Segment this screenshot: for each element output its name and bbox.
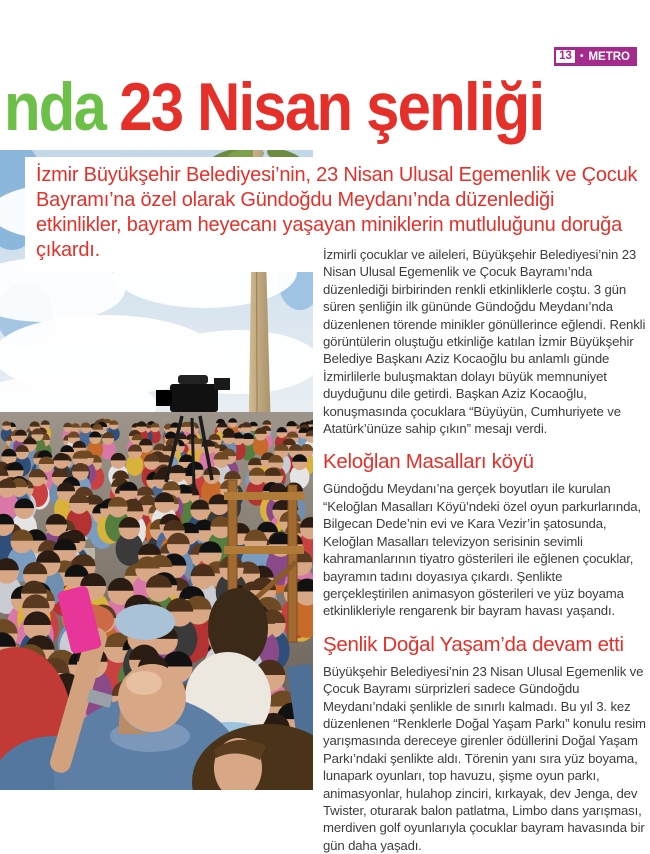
page-brand-badge [554,47,637,66]
badge-separator: • [579,50,584,62]
headline-prefix: nda [4,69,106,145]
section-body-dogal-yasam: Büyükşehir Belediyesi’nin 23 Nisan Ulusal Egemenlik ve Çocuk Bayramı sürprizleri sadece Gündoğdu Meydanı’ndaki şenlikle de sınırlı kalmadı. Bu yıl 3. kez düzenlenen “Renklerle Doğal Yaşam Parkı” konulu resim yarışmasında dereceye girenler ödüllerini Doğal Yaşam Parkı’ndaki şenlikte aldı. Törenin yanı sıra yüz boyama, lunapark oyunları, top havuzu, şişme oyun parkı, animasyonlar, hulahop zinciri, kırkayak, dev Jenga, dev Twister, oturarak balon patlatma, Limbo dans yarışması, merdiven golf oyunlarıyla çocuklar bayram havasında bir gün daha yaşadı. [323,663,646,853]
section-heading-dogal-yasam: Şenlik Doğal Yaşam’da devam etti [323,632,624,656]
headline-main: 23 Nisan şenliği [119,69,544,145]
section-heading-keloglan: Keloğlan Masalları köyü [323,450,534,474]
page-number: 13 [556,50,575,63]
lead-paragraph: İzmir Büyükşehir Belediyesi’nin, 23 Nisan Ulusal Egemenlik ve Çocuk Bayramı’na özel olarak Gündoğdu Meydanı’nda düzenlediği etkinlikler, bayram heyecanı yaşayan miniklerin mutluluğunu doruğa çıkardı. [25,157,650,272]
brand-name: METRO [588,50,630,63]
article-body [323,240,650,854]
section-body-keloglan: Gündoğdu Meydanı’na gerçek boyutları ile kurulan “Keloğlan Masalları Köyü’ndeki özel oyun parkurlarında, Bilgecan Dede’nin evi ve Kara Vezir’in şatosunda, Keloğlan Masalları televizyon serisinin sevimli kahramanlarının tiyatro gösterileri ile eğlenen çocuklar, bayramın tadını doyasıya çıkardı. Şenlikte gerçekleştirilen animasyon gösterileri ve yüz boyama etkinlikleriyle rengarenk bir bayram havası yaşandı. [323,481,641,619]
headline [4,69,544,145]
article-intro: İzmirli çocuklar ve aileleri, Büyükşehir Belediyesi’nin 23 Nisan Ulusal Egemenlik ve Çocuk Bayramı’nda düzenlediği birbirinden renkli etkinliklerle coştu. 3 gün süren şenliğin ilk gününde Gündoğdu Meydanı’nda düzenlenen törende minikler gönüllerince eğlendi. Renkli görüntülerin oluştuğu etkinliğe katılan İzmir Büyükşehir Belediye Başkanı Aziz Kocaoğlu bu anlamlı günde İzmirlilerle buluşmaktan dolayı büyük memnuniyet duyduğunu dile getirdi. Başkan Aziz Kocaoğlu, konuşmasında çocuklara “Büyüyün, Cumhuriyete ve Atatürk’ünüze sahip çıkın” mesajı verdi. [323,247,646,437]
